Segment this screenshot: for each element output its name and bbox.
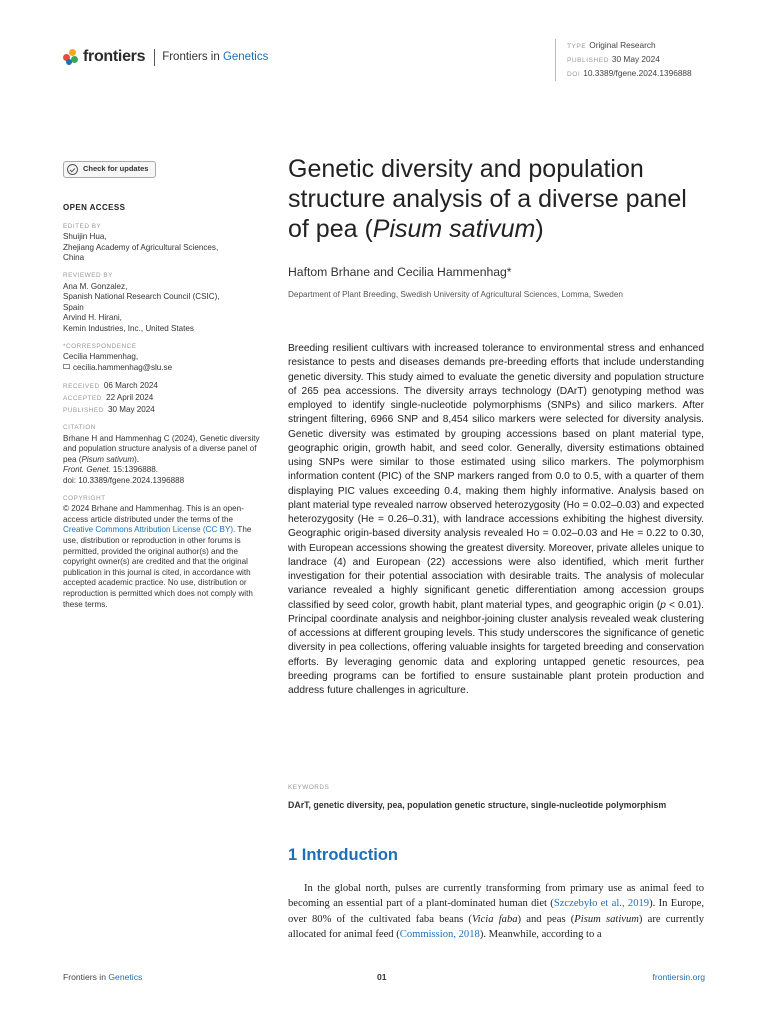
- check-updates-icon: [67, 164, 78, 175]
- citation-text: Brhane H and Hammenhag C (2024), Genetic diversity and population structure analysis of a diverse panel of pea (Pisum sativum). Front. Genet. 15:1396888. doi: 10.3389/fgene.2024.1396888: [63, 433, 260, 486]
- frontiers-logo[interactable]: [63, 48, 268, 66]
- citation-label: CITATION: [63, 424, 96, 432]
- page-number: 01: [377, 972, 387, 982]
- footer-site-link[interactable]: frontiersin.org: [652, 972, 705, 982]
- editor-name: Shuijin Hua,: [63, 232, 107, 242]
- correspondence-label: *CORRESPONDENCE: [63, 342, 137, 350]
- meta-published: PUBLISHED 30 May 2024: [567, 54, 660, 64]
- footer-journal: Frontiers in Genetics: [63, 972, 143, 982]
- frontiers-logo-icon: [63, 49, 79, 65]
- reviewer-line: Spanish National Research Council (CSIC),: [63, 292, 220, 302]
- author-list: Haftom Brhane and Cecilia Hammenhag*: [288, 265, 512, 279]
- article-sidebar: [63, 161, 263, 610]
- edited-by-label: EDITED BY: [63, 222, 102, 230]
- article-dates: RECEIVED 06 March 2024 ACCEPTED 22 April 2024 PUBLISHED 30 May 2024: [63, 381, 158, 414]
- citation-link[interactable]: Szczebyło et al., 2019: [553, 898, 650, 910]
- logo-divider: [154, 49, 155, 66]
- intro-paragraph: In the global north, pulses are currently transforming from primary use as animal feed to becoming an essential part of a plant-dominated human diet (Szczebyło et al., 2019). In Europe, over 80% of the cultivated faba beans (Vicia faba) and peas (Pisum sativum) are currently allocated for animal feed (Commission, 2018). Meanwhile, according to a: [288, 883, 704, 941]
- correspondence-name: Cecilia Hammenhag,: [63, 352, 139, 362]
- article-meta: [555, 39, 692, 81]
- meta-type: TYPE Original Research: [567, 40, 656, 50]
- check-for-updates-button[interactable]: Check for updates: [63, 161, 156, 178]
- section-heading: 1 Introduction: [288, 846, 398, 864]
- copyright-text: © 2024 Brhane and Hammenhag. This is an open-access article distributed under the terms of the Creative Commons Attribution License (CC BY). The use, distribution or reproduction in other forums is permitted, provided the original author(s) and the copyright owner(s) are credited and that the original publication in this journal is cited, in accordance with accepted academic practice. No use, distribution or reproduction is permitted which does not comply with these terms.: [63, 504, 253, 609]
- copyright-label: COPYRIGHT: [63, 494, 106, 502]
- meta-doi: DOI 10.3389/fgene.2024.1396888: [567, 68, 692, 78]
- reviewer-line: Kemin Industries, Inc., United States: [63, 323, 194, 333]
- reviewed-by-label: REVIEWED BY: [63, 271, 113, 279]
- abstract: Breeding resilient cultivars with increased tolerance to environmental stress and enhanced resistance to pests and diseases demands pre-breeding efforts that include understanding genetic diversity. This study aimed to evaluate the genetic diversity and population structure of 265 pea accessions. The diversity arrays technology (DArT) genotyping method was employed to identify single-nucleotide polymorphisms (SNPs) and silico markers. After stringent filtering, 6966 SNP and 8,454 silico markers were selected for diversity analysis. Genetic diversity was estimated by grouping accessions based on plant material type, geographic origin, growth habit, and seed color. Generally, diversity estimations obtained using SNPs were similar to those estimated using silico markers. The polymorphism information content (PIC) of the SNP markers ranged from 0.0 to 0.5, with a quarter of them displaying PIC values exceeding 0.4, making them highly informative. Analysis based on plant material type revealed narrow observed heterozygosity (Ho = 0.02–0.03) and expected heterozygosity (He = 0.26–0.31), with landrace accessions exhibiting the highest diversity. Geographic origin-based diversity analysis revealed Ho = 0.02–0.03 and He = 0.22 to 0.30, with European accessions showing the greatest diversity. Moreover, private alleles unique to landrace (4) and European (22) accessions were also identified, which merit further investigation for their potential association with desirable traits. The analysis of molecular variance revealed a highly significant genetic differentiation among accession groups classified by seed color, growth habit, plant material types, and geographic origin (p < 0.01). Principal coordinate analysis and neighbor-joining cluster analysis revealed weak clustering of accessions at different grouping levels. This study underscores the significance of genetic diversity in pea collections, offering valuable insights for targeted breeding and conservation efforts. By leveraging genomic data and exploring untapped genetic resources, pea breeding programs can be fortified to ensure sustainable plant protein production and address future challenges in agriculture.: [288, 343, 704, 696]
- brand-name: frontiers: [83, 48, 146, 65]
- editor-affiliation: Zhejiang Academy of Agricultural Sciences,: [63, 242, 219, 252]
- editor-country: China: [63, 253, 85, 263]
- correspondence-email[interactable]: cecilia.hammenhag@slu.se: [73, 362, 173, 372]
- cc-by-license-link[interactable]: Creative Commons Attribution License (CC BY): [63, 525, 234, 535]
- author-affiliation: Department of Plant Breeding, Swedish University of Agricultural Sciences, Lomma, Sweden: [288, 290, 623, 299]
- mail-icon: [63, 364, 70, 369]
- reviewer-line: Ana M. Gonzalez,: [63, 281, 128, 291]
- citation-doi[interactable]: doi: 10.3389/fgene.2024.1396888: [63, 476, 185, 486]
- reviewer-line: Spain: [63, 302, 84, 312]
- reviewer-line: Arvind H. Hirani,: [63, 313, 122, 323]
- correspondence-email-row[interactable]: [63, 363, 263, 374]
- keywords: DArT, genetic diversity, pea, population genetic structure, single-nucleotide polymorphism: [288, 800, 667, 810]
- article-title: Genetic diversity and population structure analysis of a diverse panel of pea (Pisum sativum): [288, 155, 687, 243]
- citation-link[interactable]: Commission, 2018: [399, 929, 480, 941]
- keywords-label: KEYWORDS: [288, 784, 330, 791]
- open-access-label: OPEN ACCESS: [63, 203, 126, 212]
- journal-name: Frontiers in Genetics: [162, 51, 269, 63]
